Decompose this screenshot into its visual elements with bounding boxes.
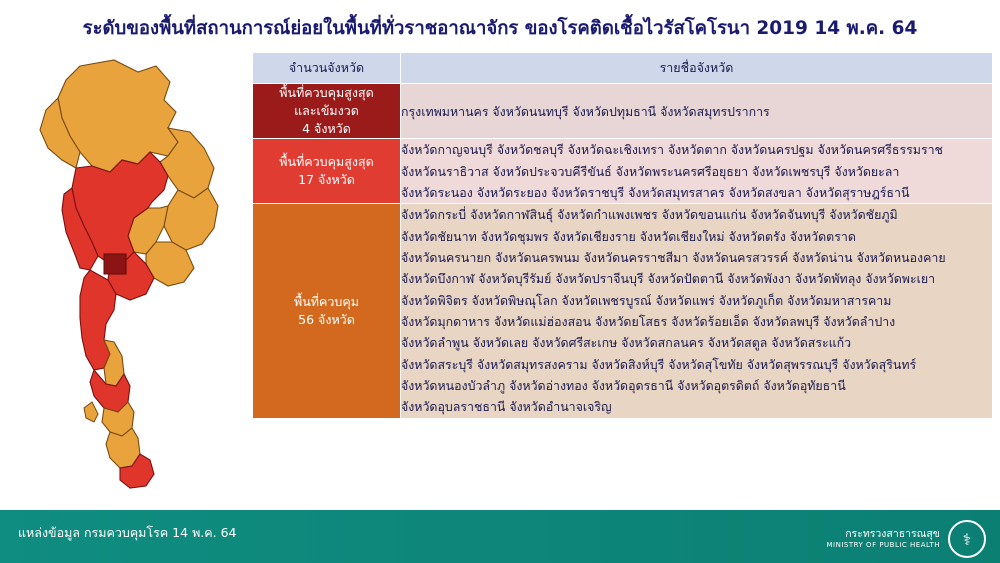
map-region-bangkok — [104, 254, 126, 274]
ministry-text — [827, 528, 940, 550]
source-text: แหล่งข้อมูล กรมควบคุมโรค 14 พ.ค. 64 — [18, 525, 237, 540]
map-region-phuket — [84, 402, 98, 422]
footer-bar — [0, 510, 1000, 563]
ministry-logo-icon: ⚕ — [948, 520, 986, 558]
ministry-name-en: MINISTRY OF PUBLIC HEALTH — [826, 541, 940, 550]
province-line: จังหวัดกาญจนบุรี จังหวัดชลบุรี จังหวัดฉะเชิงเทรา จังหวัดตาก จังหวัดนครปฐม จังหวัดนครศรีธรรมราช — [401, 142, 943, 158]
province-line: จังหวัดหนองบัวลำภู จังหวัดอ่างทอง จังหวัดอุดรธานี จังหวัดอุตรดิตถ์ จังหวัดอุทัยธานี — [401, 377, 846, 393]
province-list-control — [401, 204, 993, 418]
table-row — [253, 84, 993, 139]
header-names: รายชื่อจังหวัด — [401, 53, 993, 84]
province-line: จังหวัดนราธิวาส จังหวัดประจวบคีรีขันธ์ จังหวัดพระนครศรีอยุธยา จังหวัดเพชรบุรี จังหวัดยะลา — [401, 163, 900, 179]
province-line: จังหวัดอุบลราชธานี จังหวัดอำนาจเจริญ — [401, 399, 612, 415]
thailand-map — [18, 56, 233, 496]
province-line: จังหวัดกระบี่ จังหวัดกาฬสินธุ์ จังหวัดกำแพงเพชร จังหวัดขอนแก่น จังหวัดจันทบุรี จังหวัดชัยภูมิ — [401, 207, 898, 223]
category-line: และเข้มงวด — [294, 103, 359, 119]
province-line: จังหวัดพิจิตร จังหวัดพิษณุโลก จังหวัดเพชรบูรณ์ จังหวัดแพร่ จังหวัดภูเก็ต จังหวัดมหาสารคาม — [401, 292, 892, 308]
province-line: จังหวัดชัยนาท จังหวัดชุมพร จังหวัดเชียงราย จังหวัดเชียงใหม่ จังหวัดตรัง จังหวัดตราด — [401, 228, 856, 244]
ministry-branding — [827, 520, 986, 558]
province-line: กรุงเทพมหานคร จังหวัดนนทบุรี จังหวัดปทุมธานี จังหวัดสมุทรปราการ — [401, 103, 770, 119]
province-line: จังหวัดลำพูน จังหวัดเลย จังหวัดศรีสะเกษ จังหวัดสกลนคร จังหวัดสตูล จังหวัดสระแก้ว — [401, 335, 852, 351]
table-header-row — [253, 53, 993, 84]
map-region-isan — [164, 188, 218, 250]
category-line: 17 จังหวัด — [298, 172, 355, 188]
thailand-map-panel — [0, 48, 252, 508]
category-line: พื้นที่ควบคุมสูงสุด — [279, 85, 374, 100]
category-line: พื้นที่ควบคุม — [294, 293, 359, 309]
province-line: จังหวัดระนอง จังหวัดระยอง จังหวัดราชบุรี จังหวัดสมุทรสาคร จังหวัดสงขลา จังหวัดสุราษฎร์ธานี — [401, 185, 910, 201]
province-line: จังหวัดบึงกาฬ จังหวัดบุรีรัมย์ จังหวัดปราจีนบุรี จังหวัดปัตตานี จังหวัดพังงา จังหวัดพัทลุง จังหวัดพะเยา — [401, 271, 936, 287]
category-line: 56 จังหวัด — [298, 312, 355, 327]
ministry-name-th: กระทรวงสาธารณสุข — [845, 528, 940, 541]
province-list-max-strict — [401, 84, 993, 139]
thailand-map-svg — [18, 56, 233, 496]
province-line: จังหวัดสระบุรี จังหวัดสมุทรสงคราม จังหวัดสิงห์บุรี จังหวัดสุโขทัย จังหวัดสุพรรณบุรี จังหวัดสุรินทร์ — [401, 356, 917, 372]
category-line: พื้นที่ควบคุมสูงสุด — [279, 154, 374, 170]
table-row — [253, 204, 993, 418]
province-line: จังหวัดนครนายก จังหวัดนครพนม จังหวัดนครราชสีมา จังหวัดนครสวรรค์ จังหวัดน่าน จังหวัดหนองคาย — [401, 250, 946, 266]
category-cell-control — [253, 204, 401, 418]
header-count: จำนวนจังหวัด — [253, 53, 401, 84]
category-cell-max — [253, 139, 401, 204]
province-level-table — [252, 52, 993, 419]
category-line: 4 จังหวัด — [302, 121, 351, 137]
province-line: จังหวัดมุกดาหาร จังหวัดแม่ฮ่องสอน จังหวัดยโสธร จังหวัดร้อยเอ็ด จังหวัดลพบุรี จังหวัดลำปาง — [401, 314, 896, 329]
table-row — [253, 139, 993, 204]
category-cell-max-strict — [253, 84, 401, 139]
page-title: ระดับของพื้นที่สถานการณ์ย่อยในพื้นที่ทั่วราชอาณาจักร ของโรคติดเชื้อไวรัสโคโรนา 2019 14 พ.ค. 64 — [82, 18, 918, 39]
province-list-max — [401, 139, 993, 204]
